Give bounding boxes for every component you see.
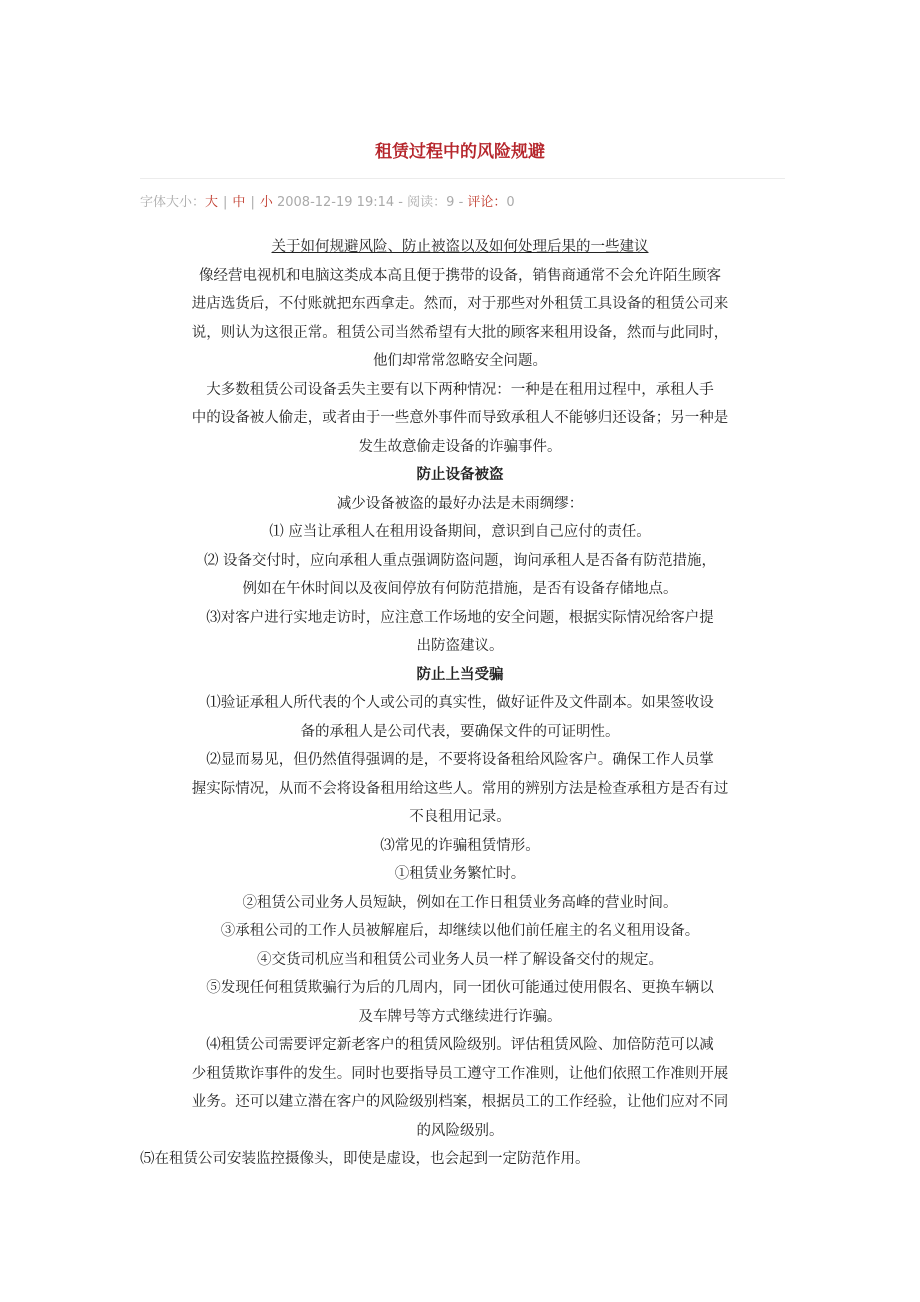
paragraph-line: 不良租用记录。 [409,809,511,825]
paragraph-line: ⑴ 应当让承租人在租用设备期间，意识到自己应付的责任。 [269,524,651,540]
paragraph-line: 像经营电视机和电脑这类成本高且便于携带的设备，销售商通常不会允许陌生顾客 [199,267,721,284]
paragraph-line: 他们却常常忽略安全问题。 [373,353,547,369]
article-title: 租赁过程中的风险规避 [375,142,545,162]
meta-separator: | [223,195,228,210]
paragraph-line: ⑷租赁公司需要评定新老客户的租赁风险级别。评估租赁风险、加倍防范可以减 [206,1037,714,1053]
paragraph-line: ④交货司机应当和租赁公司业务人员一样了解设备交付的规定。 [257,951,663,968]
paragraph-line: 备的承租人是公司代表，要确保文件的可证明性。 [300,723,620,740]
font-size-medium-link[interactable]: 中 [232,195,246,210]
article-meta [140,193,780,213]
paragraph-line: 进店选货后，不付账就把东西拿走。然而，对于那些对外租赁工具设备的租赁公司来 [191,296,729,312]
paragraph-line: 及车牌号等方式继续进行诈骗。 [358,1008,562,1025]
paragraph-line: 业务。还可以建立潜在客户的风险级别档案，根据员工的工作经验，让他们应对不同 [191,1094,729,1110]
meta-dash: - [458,195,464,210]
title-divider [140,178,785,179]
paragraph-line: 的风险级别。 [416,1122,504,1139]
paragraph-line: ⑵显而易见，但仍然值得强调的是，不要将设备租给风险客户。确保工作人员掌 [206,752,714,768]
section-heading-theft: 防止设备被盗 [416,466,504,483]
font-size-small-link[interactable]: 小 [259,195,273,210]
article-body [140,233,780,1174]
paragraph-line: 减少设备被盗的最好办法是未雨绸缪： [336,495,584,512]
paragraph-line: ⑴验证承租人所代表的个人或公司的真实性，做好证件及文件副本。如果签收设 [206,695,714,711]
read-label: 阅读： [407,195,447,210]
read-count: 9 [446,195,455,210]
paragraph-line: ②租赁公司业务人员短缺，例如在工作日租赁业务高峰的营业时间。 [242,894,678,911]
paragraph-line: ⑸在租赁公司安装监控摄像头，即使是虚设，也会起到一定防范作用。 [140,1151,590,1167]
paragraph-line: 少租赁欺诈事件的发生。同时也要指导员工遵守工作准则，让他们依照工作准则开展 [191,1065,729,1082]
comment-count: 0 [506,195,515,210]
paragraph-line: 出防盗建议。 [416,638,504,654]
paragraph-line: 例如在午休时间以及夜间停放有何防范措施，是否有设备存储地点。 [242,581,678,597]
section-heading-fraud: 防止上当受骗 [416,665,504,683]
paragraph-line: ⑶常见的诈骗租赁情形。 [380,837,540,854]
paragraph-line: ①租赁业务繁忙时。 [394,866,526,882]
meta-separator: | [250,195,255,210]
article [140,0,780,1174]
post-date: 2008-12-19 19:14 [276,195,395,210]
font-size-label: 字体大小： [140,195,206,210]
comment-link[interactable]: 评论： [467,195,507,210]
meta-dash: - [398,195,403,210]
article-subtitle: 关于如何规避风险、防止被盗以及如何处理后果的一些建议 [271,239,649,255]
paragraph-line: 握实际情况，从而不会将设备租用给这些人。常用的辨别方法是检查承租方是否有过 [191,780,729,797]
paragraph-line: 大多数租赁公司设备丢失主要有以下两种情况：一种是在租用过程中，承租人手 [206,381,714,398]
paragraph-line: ⑶对客户进行实地走访时，应注意工作场地的安全问题，根据实际情况给客户提 [206,609,714,626]
paragraph-line: ⑵ 设备交付时，应向承租人重点强调防盗问题，询问承租人是否备有防范措施， [203,552,717,569]
paragraph-line: ⑤发现任何租赁欺骗行为后的几周内，同一团伙可能通过使用假名、更换车辆以 [206,980,714,996]
paragraph-line: 发生故意偷走设备的诈骗事件。 [358,438,562,455]
paragraph-line: ③承租公司的工作人员被解雇后，却继续以他们前任雇主的名义租用设备。 [220,923,700,939]
paragraph-line: 中的设备被人偷走，或者由于一些意外事件而导致承租人不能够归还设备；另一种是 [191,410,729,426]
font-size-large-link[interactable]: 大 [205,195,219,210]
paragraph-line: 说，则认为这很正常。租赁公司当然希望有大批的顾客来租用设备，然而与此同时， [191,324,729,341]
